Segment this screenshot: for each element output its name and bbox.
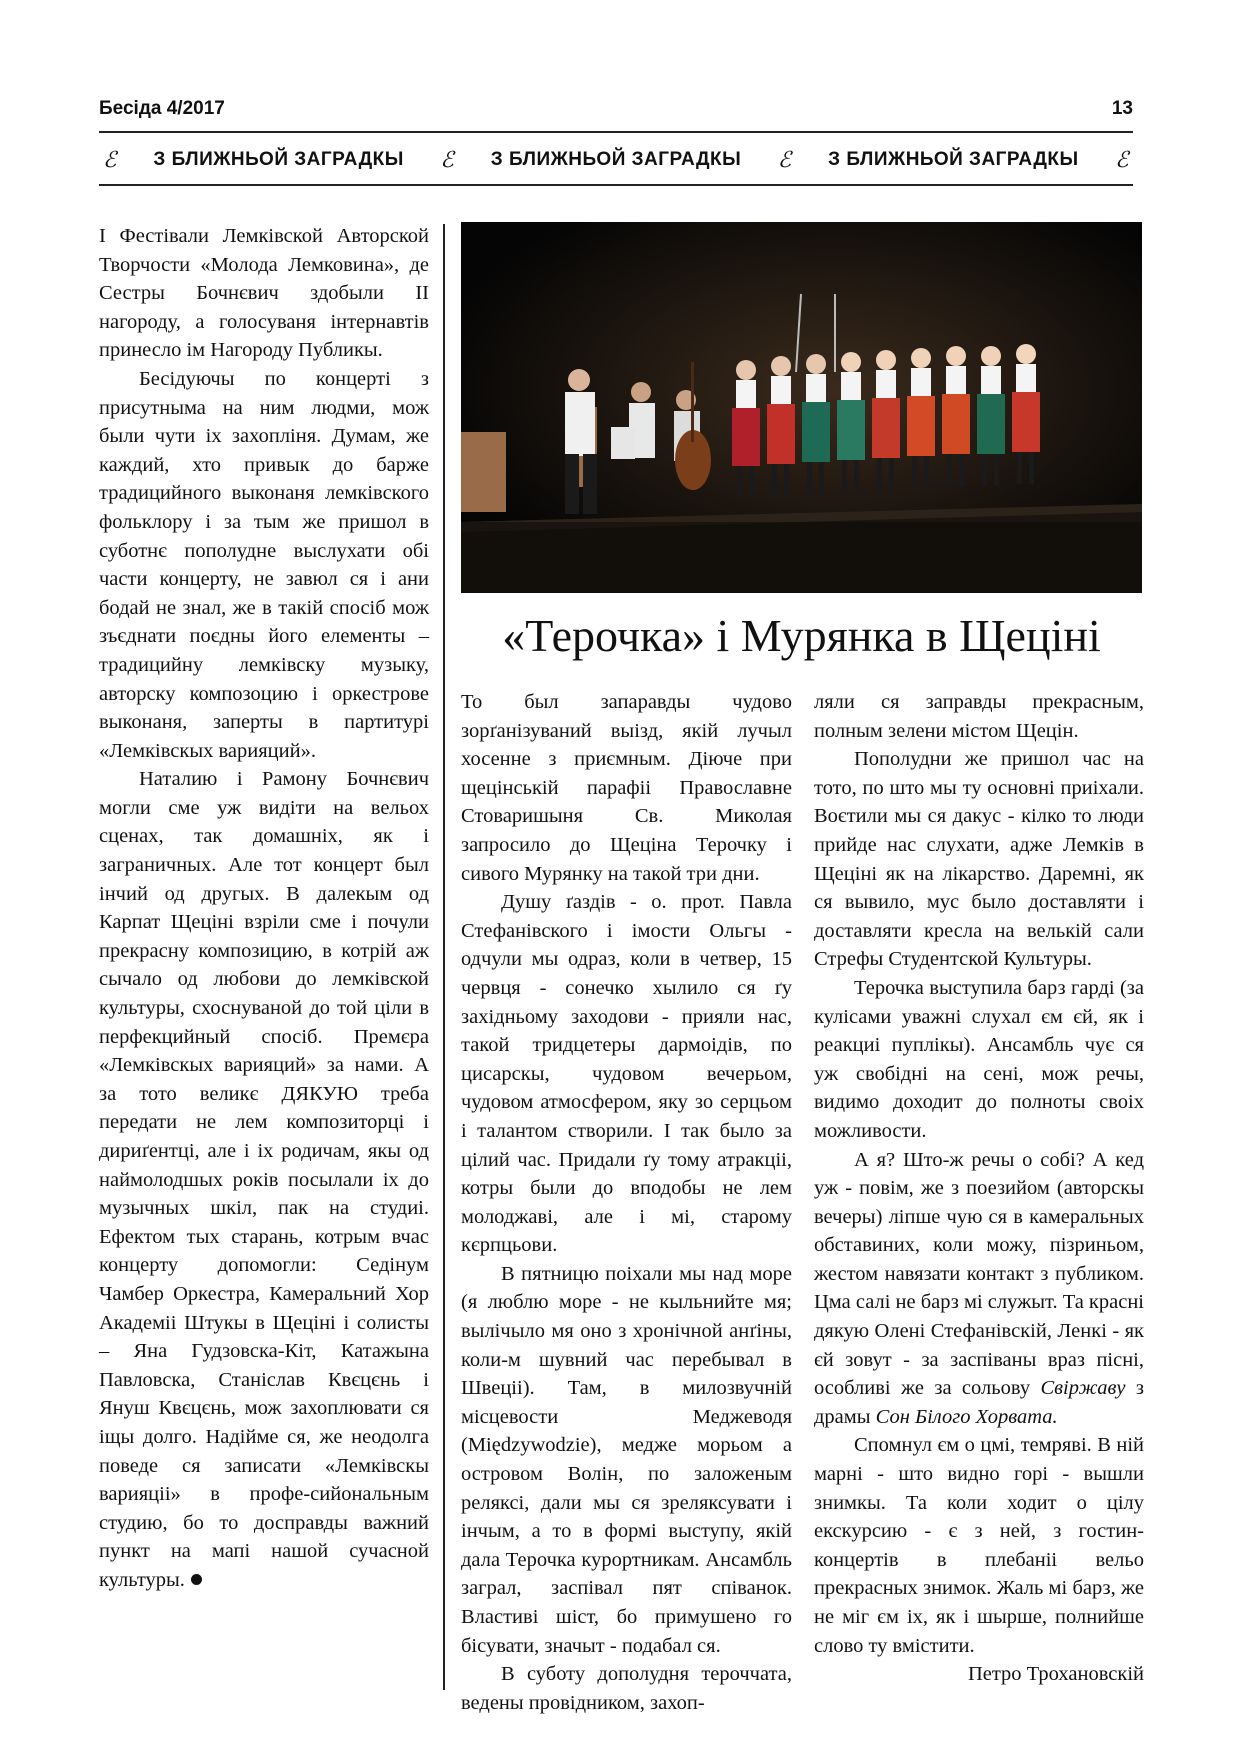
column-divider [443, 224, 445, 1690]
paragraph: В суботу дополудня тероччата, ведены провідником, захоп- [461, 1663, 792, 1714]
drama-title: Сон Білого Хорвата. [875, 1405, 1058, 1428]
paragraph: Наталию і Рамону Бочнєвич могли сме уж видіти на вельох сценах, так домашніх, як і заграничных. Але тот концерт был інчий од другых. В далекым од Карпат Щеціні взріли сме і почули прекрасну композицию, в котрій аж сычало од любови до лемківской культуры, схоснуваной до той ціли в перфекцийный спосіб. Премєра «Лемківскых варияций» за нами. А за тото великє ДЯКУЮ треба передати не лем композиторці і дириґентці, але і іх родичам, якы од наймолодшых років посылали іх до музычных шкіл, пак на студиі. Ефектом тых старань, котрым вчас концерту допомогли: Седінум Чамбер Оркестра, Камеральний Хор Академіі Штукы в Щеціні і солисты – Яна Гудзовска-Кіт, Катажына Павловска, Станіслав Квєцєнь і Януш Квєцєнь, мож захоплювати ся іщы долго. Надійме ся, же неодолга поведе ся записати «Лемківскы варияціі» в профе-сийональным студию, бо то досправды важний пункт на мапі нашой сучасной культуры. [99, 768, 429, 1591]
section-title: З БЛИЖНЬОЙ ЗАГРАДКЫ [490, 149, 742, 170]
article-column-right [814, 688, 1144, 1689]
paragraph: Спомнул єм о цмі, темряві. В ній марні - што видно горі - вышли знимкы. Та коли ходит о цілу екскурсию - є з ней, з гостин-концертів в плебаніі вельо прекрасных знимок. Жаль мі барз, же не міг єм іх, як і шырше, полнийше слово ту вмістити. [814, 1434, 1144, 1657]
paragraph: То был запаравды чудово зорґанізуваний выізд, якій лучыл хосенне з приємным. Діюче при щецінській парафіі Православне Стоваришыня Св. Миколая запросило до Щеціна Терочку і сивого Мурянку на такой три дни. [461, 691, 792, 885]
paragraph: В пятницю поіхали мы над море (я люблю море - не кыльнийте мя; вылічыло мя оно з хронічной анґіны, коли-м шувний час перебывал в Швеціі). Там, в милозвучній місцевости Меджеводя (Międzywodzie), медже морьом а островом Волін, по заложеным реляксі, дали мы ся зреляксувати і інчым, а то в формі выступу, якій дала Терочка курортникам. Ансамбль заграл, заспівал пят співанок. Властиві шіст, бо примушено го бісувати, значыт - подабал ся. [461, 1262, 792, 1657]
ornament-icon: ℰ [777, 147, 792, 173]
section-title: З БЛИЖНЬОЙ ЗАГРАДКЫ [153, 149, 404, 170]
paragraph: А я? Што-ж речы о собі? А кед уж - повім, же з поезийом (авторскы вечеры) ліпше чую ся в камеральных обставиних, коли можу, пізриньом, жестом навязати контакт з публиком. Цма салі не барз мі служыт. Та красні дякую Олені Стефанівскій, Ленкі - як єй зовут - за заспіваны враз пісні, особливі же за сольову Свіржаву з драмы Сон Білого Хорвата. [814, 1148, 1145, 1428]
ornament-icon: ℰ [1115, 147, 1129, 173]
publication-issue: Бесіда 4/2017 [99, 98, 225, 119]
paragraph: Пополудни же пришол час на тото, по што мы ту основні приіхали. Воєтили мы ся дакус - кілко то люди прийде нас слухати, адже Лемків в Щеціні як на лікарство. Даремні, як ся вывило, мус было доставляти і доставляти кресла на велькій сали Стрефы Студентской Культуры. [814, 748, 1144, 971]
header-rule-top [99, 131, 1133, 133]
page-number: 13 [1111, 98, 1133, 119]
end-bullet-icon [191, 1574, 202, 1585]
paragraph: І Фестівали Лемківской Авторской Творчости «Молода Лемковина», де Сестры Бочнєвич здобыли ІІ нагороду, а голосуваня інтернавтів принесло ім Нагороду Публикы. [99, 225, 429, 362]
ornament-icon: ℰ [103, 147, 117, 173]
article-column-middle [461, 688, 792, 1717]
paragraph: Бесідуючы по концерті з присутныма на ним людми, мож были чути іх захопліня. Думам, же каждий, хто привык до барже традицийного выконаня лемківского фольклору і за тым же пришол в суботнє пополудне выслухати обі части концерту, не завюл ся і ани бодай не знал, же в такій спосіб мож зъєднати поєдны його елементы – традицийну лемківску музыку, авторску композоцию і оркестрове выконаня, заперты в партитурі «Лемківскых варияций». [99, 367, 429, 762]
stage-photo-illustration [461, 222, 1142, 593]
article-headline: «Терочка» і Мурянка в Щеціні [502, 610, 1101, 661]
section-banner [99, 140, 1133, 180]
song-title: Свіржаву [1040, 1377, 1126, 1400]
paragraph: Душу ґаздів - о. прот. Павла Стефанівского і імости Ольгы - одчули мы одраз, коли в четвер, 15 червця - сонечко хылило ся ґу західньому заходови - прияли нас, такой тридцетеры дармоідів, по цисарскы, чудовом вечерьом, чудовом атмосфером, яку зо серцьом і талантом створили. І так было за цілий час. Придали ґу тому атракціі, котры были до вподобы не лем молоджаві, але і мі, старому кєрпцьови. [461, 891, 792, 1257]
ornament-icon: ℰ [440, 147, 455, 173]
header-rule-bottom [99, 184, 1133, 186]
concert-photo [461, 222, 1142, 593]
section-title: З БЛИЖНЬОЙ ЗАГРАДКЫ [828, 149, 1079, 170]
article-column-left [99, 222, 429, 1595]
paragraph: Терочка выступила барз гарді (за кулісами уважні слухал єм єй, як і реакциі пуплікы). Ансамбль чує ся уж свобідні на сені, мож речы, видимо доходит до полноты своіх можливости. [814, 976, 1144, 1142]
author-signature: Петро Трохановскій [967, 1663, 1144, 1686]
paragraph: ляли ся заправды прекрасным, полным зелени містом Щецін. [814, 691, 1144, 742]
